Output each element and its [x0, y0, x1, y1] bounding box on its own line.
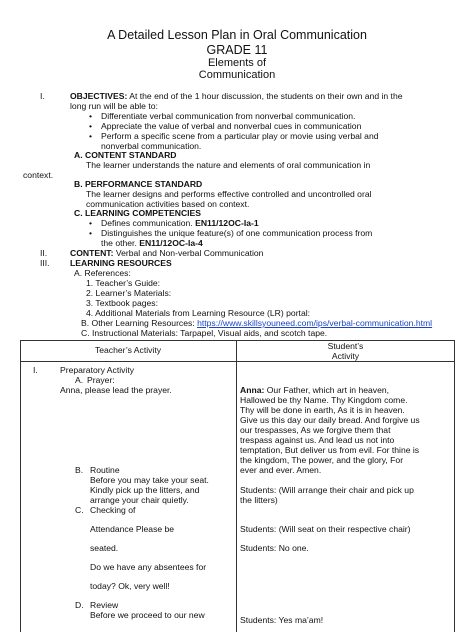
checking-letter: C.: [75, 505, 84, 515]
subtitle-line-1: Elements of: [207, 57, 267, 69]
prayer-line-5: our trespasses, As we forgive them that: [240, 425, 391, 435]
content-standard-text-2: context.: [23, 170, 54, 180]
references-label: A. References:: [74, 268, 131, 278]
instructional-materials: C. Instructional Materials: Tarpapel, Visual aids, and scotch tape.: [81, 328, 328, 338]
section-2-numeral: II.: [40, 248, 48, 258]
reference-4: 4. Additional Materials from Learning Resource (LR) portal:: [86, 308, 311, 318]
content-standard-text-1: The learner understands the nature and elements of oral communication in: [86, 160, 371, 170]
routine-line-1: Before you may take your seat.: [90, 475, 209, 485]
document-title: A Detailed Lesson Plan in Oral Communication: [107, 28, 367, 42]
section-1-numeral: I.: [40, 91, 45, 101]
reference-1: 1. Teacher’s Guide:: [86, 278, 161, 288]
other-resources-line: [81, 318, 432, 328]
routine-line-3: arrange your chair quietly.: [90, 495, 189, 505]
performance-standard-text-1: The learner designs and performs effective controlled and uncontrolled oral: [86, 189, 372, 199]
content-line: [70, 248, 263, 258]
table-column-divider: [236, 340, 237, 632]
prayer-line-2: Hallowed be thy Name. Thy Kingdom come.: [240, 395, 408, 405]
prayer-line-4: Give us this day our daily bread. And forgive us: [240, 415, 420, 425]
section-3-numeral: III.: [40, 258, 50, 268]
learning-resources-heading: LEARNING RESOURCES: [70, 258, 172, 268]
table-border-left: [20, 340, 21, 632]
prayer-line-7: temptation, But deliver us from evil. For thine is: [240, 445, 420, 455]
prayer-letter: A.: [75, 375, 84, 385]
reference-3: 3. Textbook pages:: [86, 298, 158, 308]
attendance-line-2: seated.: [90, 543, 119, 553]
other-resources-label: B. Other Learning Resources:: [81, 318, 195, 328]
prayer-label: Prayer:: [87, 375, 115, 385]
today-line: today? Ok, very well!: [90, 581, 170, 591]
review-label: Review: [90, 600, 119, 610]
checking-label: Checking of: [90, 505, 136, 515]
objective-bullet-3-cont: nonverbal communication.: [101, 141, 202, 151]
competency-1: [101, 218, 259, 228]
routine-response-1: Students: (Will arrange their chair and pick up: [240, 485, 414, 495]
prayer-line-3: Thy will be done in earth, As it is in heaven.: [240, 405, 405, 415]
routine-label: Routine: [90, 465, 120, 475]
objective-bullet-3: • Perform a specific scene from a particular play or movie using verbal and: [101, 131, 379, 141]
competency-2-code: EN11/12OC-Ia-4: [139, 238, 203, 248]
preparatory-activity: Preparatory Activity: [60, 365, 135, 375]
student-activity-header-2: Activity: [331, 351, 360, 361]
learning-competencies-label: C. LEARNING COMPETENCIES: [74, 208, 202, 218]
objectives-intro-1: At the end of the 1 hour discussion, the students on their own and in the: [129, 91, 403, 101]
routine-letter: B.: [75, 465, 84, 475]
prayer-line-6: trespass against us. And lead us not into: [240, 435, 395, 445]
prayer-instruction: Anna, please lead the prayer.: [60, 385, 172, 395]
objectives-intro-2: long run will be able to:: [70, 101, 158, 111]
teacher-activity-header: Teacher’s Activity: [94, 345, 162, 355]
objective-bullet-1: • Differentiate verbal communication from nonverbal communication.: [101, 111, 355, 121]
content-standard-label: A. CONTENT STANDARD: [74, 150, 177, 160]
no-one-response: Students: No one.: [240, 543, 309, 553]
performance-standard-text-2: communication activities based on context.: [86, 199, 250, 209]
objectives-heading: OBJECTIVES:: [70, 91, 128, 101]
prayer-line-1: [240, 385, 389, 395]
prayer-speaker: Anna:: [240, 385, 265, 395]
seat-response: Students: (Will seat on their respective chair): [240, 524, 411, 534]
prayer-text-1: Our Father, which art in heaven,: [266, 385, 390, 395]
content-heading: CONTENT:: [70, 248, 114, 258]
objectives-line-1: [70, 91, 403, 101]
review-response: Students: Yes ma’am!: [240, 615, 324, 625]
performance-standard-label: B. PERFORMANCE STANDARD: [74, 179, 203, 189]
content-text: Verbal and Non-verbal Communication: [115, 248, 264, 258]
student-activity-header-1: Student’s: [327, 341, 364, 351]
objective-bullet-2: • Appreciate the value of verbal and nonverbal cues in communication: [101, 121, 361, 131]
competency-2-line-1: • Distinguishes the unique feature(s) of one communication process from: [101, 228, 372, 238]
table-border-right: [454, 340, 455, 632]
prayer-line-9: ever and ever. Amen.: [240, 465, 322, 475]
prayer-line-8: the kingdom, The power, and the glory, For: [240, 455, 404, 465]
reference-2: 2. Learner’s Materials:: [86, 288, 172, 298]
competency-1-text: Defines communication.: [101, 218, 193, 228]
competency-2-text: the other.: [101, 238, 137, 248]
other-resources-link[interactable]: https://www.skillsyouneed.com/ips/verbal-communication.html: [197, 318, 433, 328]
grade-label: GRADE 11: [206, 43, 268, 57]
row-numeral: I.: [33, 365, 38, 375]
table-header-divider: [20, 361, 455, 362]
routine-line-2: Kindly pick up the litters, and: [90, 485, 200, 495]
review-letter: D.: [75, 600, 84, 610]
routine-response-2: the litters): [240, 495, 278, 505]
subtitle-line-2: Communication: [198, 69, 276, 81]
competency-2-line-2: [101, 238, 203, 248]
attendance-line-1: Attendance Please be: [90, 524, 175, 534]
competency-1-code: EN11/12OC-Ia-1: [195, 218, 259, 228]
absentees-question: Do we have any absentees for: [90, 562, 207, 572]
review-line: Before we proceed to our new: [90, 610, 205, 620]
